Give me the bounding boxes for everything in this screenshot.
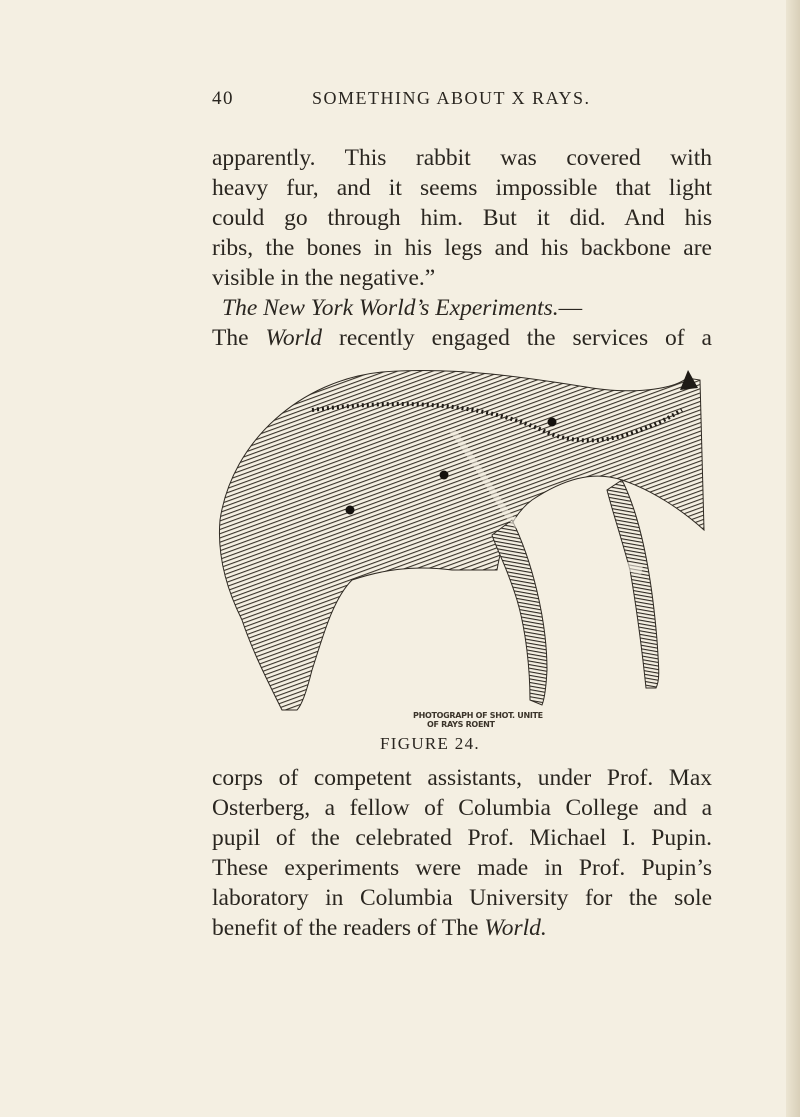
text-run: pupil of the celebrated Prof. Michael I. Pupin. bbox=[212, 825, 712, 851]
text-run: apparently. This rabbit was covered with bbox=[212, 145, 712, 171]
running-title: SOMETHING ABOUT X RAYS. bbox=[312, 88, 591, 108]
shot-pellet bbox=[440, 471, 449, 480]
paragraph-bottom bbox=[212, 763, 712, 943]
text-line bbox=[212, 293, 712, 323]
rabbit-front-leg bbox=[607, 480, 659, 688]
text-run: The New York World’s Experiments. bbox=[222, 295, 559, 321]
text-line bbox=[212, 913, 712, 943]
rabbit-hind-leg bbox=[492, 520, 547, 705]
figure-caption: FIGURE 24. bbox=[380, 734, 480, 753]
text-line bbox=[212, 203, 712, 233]
text-run: ribs, the bones in his legs and his backbone are bbox=[212, 235, 712, 261]
text-run: World bbox=[265, 325, 323, 351]
text-line bbox=[212, 883, 712, 913]
text-run: World. bbox=[484, 915, 547, 941]
shot-pellet bbox=[548, 418, 557, 427]
text-run: The bbox=[212, 325, 266, 351]
text-run: visible in the negative.” bbox=[212, 265, 436, 291]
text-line bbox=[212, 793, 712, 823]
page-edge-shadow bbox=[786, 0, 800, 1117]
text-line bbox=[212, 233, 712, 263]
text-run: corps of competent assistants, under Prof. Max bbox=[212, 765, 712, 791]
text-line bbox=[212, 323, 712, 353]
text-line bbox=[212, 173, 712, 203]
text-line bbox=[212, 823, 712, 853]
text-run: recently engaged the services of a bbox=[322, 325, 712, 351]
text-run: could go through him. But it did. And his bbox=[212, 205, 712, 231]
text-run: These experiments were made in Prof. Pupin’s bbox=[212, 855, 712, 881]
text-run: — bbox=[558, 295, 583, 321]
text-line bbox=[212, 763, 712, 793]
text-run: Osterberg, a fellow of Columbia College and a bbox=[212, 795, 712, 821]
photo-credit: PHOTOGRAPH OF SHOT. UNITE OF RAYS ROENT bbox=[413, 711, 543, 729]
page-number: 40 bbox=[212, 88, 234, 109]
shot-pellet bbox=[346, 506, 355, 515]
xray-figure-rabbit bbox=[212, 370, 708, 720]
text-line bbox=[212, 853, 712, 883]
text-line bbox=[212, 263, 712, 293]
text-run: heavy fur, and it seems impossible that light bbox=[212, 175, 712, 201]
paragraph-top bbox=[212, 143, 712, 353]
text-run: benefit of the readers of The bbox=[212, 915, 485, 941]
text-line bbox=[212, 143, 712, 173]
text-run: laboratory in Columbia University for the sole bbox=[212, 885, 712, 911]
